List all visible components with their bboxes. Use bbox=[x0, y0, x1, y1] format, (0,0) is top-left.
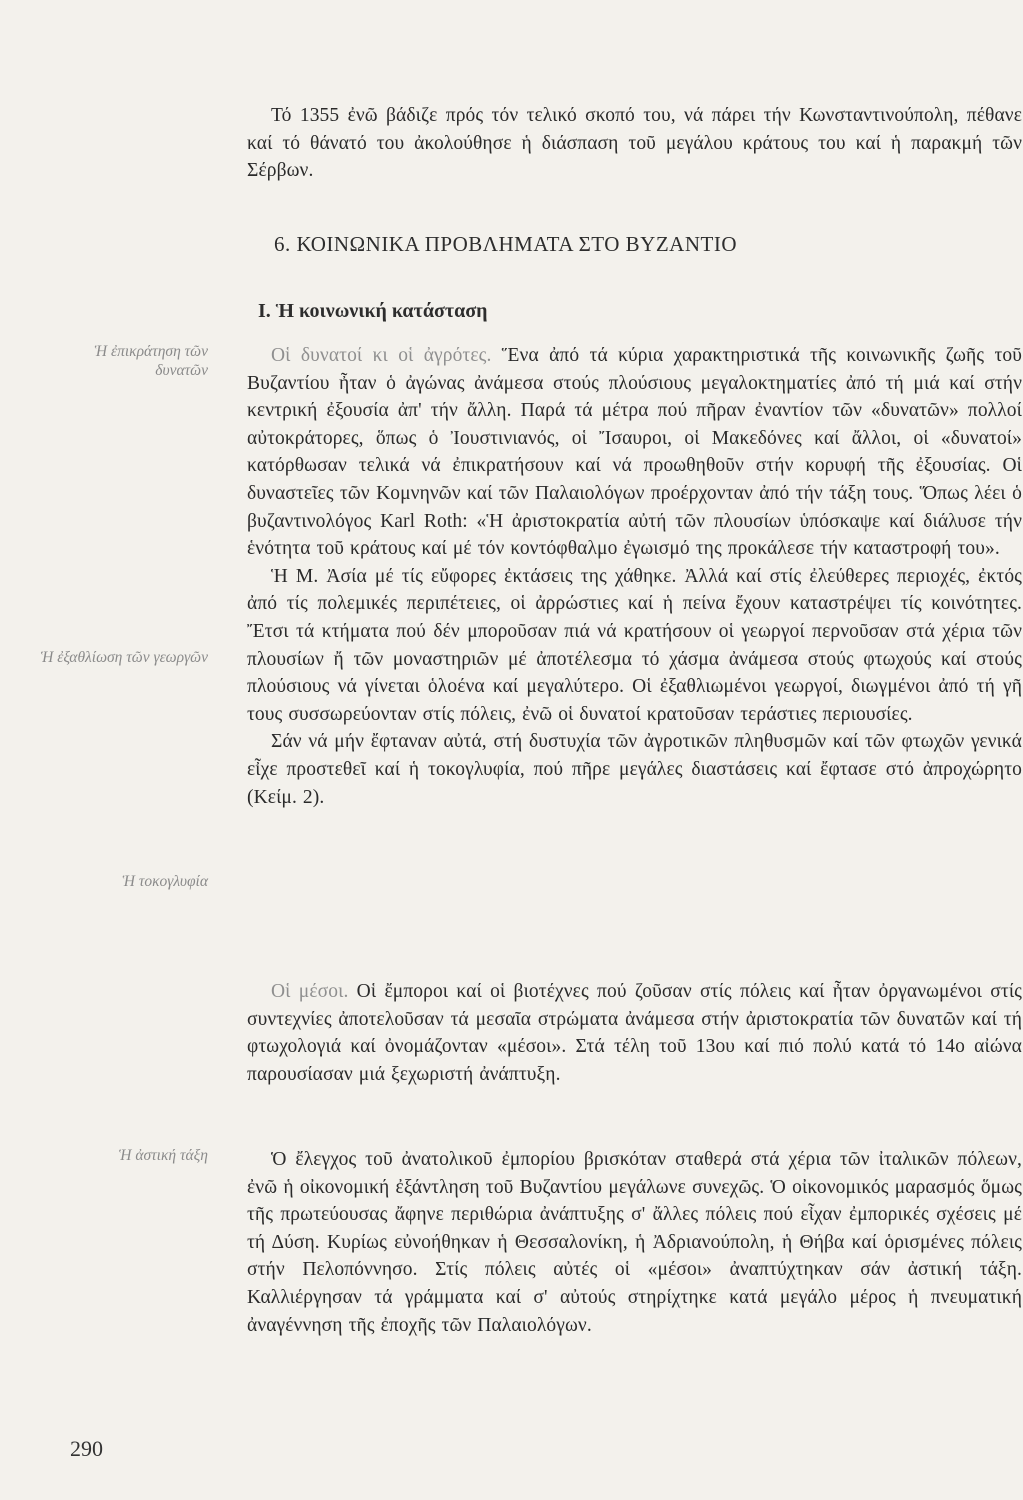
intro-block bbox=[247, 102, 1022, 185]
paragraph-powerful-and-farmers bbox=[247, 342, 1022, 563]
section-heading: 6. ΚΟΙΝΩΝΙΚΑ ΠΡΟΒΛΗΜΑΤΑ ΣΤΟ ΒΥΖΑΝΤΙΟ bbox=[274, 232, 737, 256]
page-number: 290 bbox=[70, 1436, 103, 1461]
body-block-2 bbox=[247, 978, 1022, 1088]
body-block-3 bbox=[247, 1146, 1022, 1339]
run-in-heading: Οἱ μέσοι. bbox=[271, 981, 349, 1002]
subsection-heading: Ι. Ἡ κοινωνική κατάσταση bbox=[258, 300, 488, 322]
paragraph-urban-class: Ὁ ἔλεγχος τοῦ ἀνατολικοῦ ἐμπορίου βρισκόταν σταθερά στά χέρια τῶν ἰταλικῶν πόλεων, ἐνῶ ἡ οἰκονομική ἐξάντληση τοῦ Βυζαντίου μεγάλωνε συνεχῶς. Ὁ οἰκονομικός μαρασμός ὅμως τῆς πρωτεύουσας ἄφηνε περιθώρια ἀνάπτυξης σ' ἄλλες πόλεις πού εἶχαν ἐμπορικές σχέσεις μέ τή Δύση. Κυρίως εὐνοήθηκαν ἡ Θεσσαλονίκη, ἡ Ἀδριανούπολη, ἡ Θήβα καί ὁρισμένες πόλεις στήν Πελοπόννησο. Στίς πόλεις αὐτές οἱ «μέσοι» ἀναπτύχτηκαν σάν ἀστική τάξη. Καλλιέργησαν τά γράμματα καί σ' αὐτούς στηρίχτηκε κατά μεγάλο μέρος ἡ πνευματική ἀναγέννηση τῆς ἐποχῆς τῶν Παλαιολόγων. bbox=[247, 1149, 1022, 1336]
margin-note-impoverishment: Ἡ ἐξαθλίωση τῶν γεωργῶν bbox=[40, 649, 208, 666]
margin-note-urban-class: Ἡ ἀστική τάξη bbox=[118, 1147, 208, 1164]
paragraph-text: Οἱ ἔμποροι καί οἱ βιοτέχνες πού ζοῦσαν στίς πόλεις καί ἦταν ὀργανωμένοι στίς συντεχνίες ἀποτελοῦσαν τά μεσαῖα στρώματα ἀνάμεσα στήν ἀριστοκρατία τῶν δυνατῶν καί τή φτωχολογιά καί ὀνομάζονταν «μέσοι». Στά τέλη τοῦ 13ου καί πιό πολύ κατά τό 14ο αἰώνα παρουσίασαν μιά ξεχωριστή ἀνάπτυξη. bbox=[247, 981, 1022, 1085]
paragraph-usury: Σάν νά μήν ἔφταναν αὐτά, στή δυστυχία τῶν ἀγροτικῶν πληθυσμῶν καί τῶν φτωχῶν γενικά εἶχε προστεθεῖ καί ἡ τοκογλυφία, πού πῆρε μεγάλες διαστάσεις καί ἔφτασε στό ἀπροχώρητο (Κείμ. 2). bbox=[247, 731, 1022, 808]
paragraph-asia-minor: Ἡ Μ. Ἀσία μέ τίς εὔφορες ἐκτάσεις της χάθηκε. Ἀλλά καί στίς ἐλεύθερες περιοχές, ἐκτός ἀπό τίς πολεμικές περιπέτειες, οἱ ἀρρώστιες καί ἡ πείνα ἔχουν καταστρέψει τίς κοινότητες. Ἔτσι τά κτήματα πού δέν μποροῦσαν πιά νά κρατήσουν οἱ γεωργοί περνοῦσαν στά χέρια τῶν πλουσίων ἤ τῶν μοναστηριῶν μέ ἀποτέλεσμα τό χάσμα ἀνάμεσα στούς φτωχούς καί στούς πλούσιους νά γίνεται ὁλοένα καί μεγαλύτερο. Οἱ ἐξαθλιωμένοι γεωργοί, διωγμένοι ἀπό τή γῆ τους συσσωρεύονταν στίς πόλεις, ἐνῶ οἱ δυνατοί κρατοῦσαν τεράστιες περιουσίες. bbox=[247, 565, 1022, 725]
margin-note-usury: Ἡ τοκογλυφία bbox=[122, 873, 208, 890]
intro-paragraph: Τό 1355 ἐνῶ βάδιζε πρός τόν τελικό σκοπό του, νά πάρει τήν Κωνσταντινούπολη, πέθανε καί τό θάνατό του ἀκολούθησε ἡ διάσπαση τοῦ μεγάλου κράτους του καί ἡ παρακμή τῶν Σέρβων. bbox=[247, 105, 1022, 182]
run-in-heading: Οἱ δυνατοί κι οἱ ἀγρότες. bbox=[271, 345, 492, 366]
paragraph-text: Ἕνα ἀπό τά κύρια χαρακτηριστικά τῆς κοινωνικῆς ζωῆς τοῦ Βυζαντίου ἦταν ὁ ἀγώνας ἀνάμεσα στούς πλούσιους μεγαλοκτηματίες ἀπό τή μιά καί στήν κεντρική ἐξουσία ἀπ' τήν ἄλλη. Παρά τά μέτρα πού πῆραν ἐναντίον τῶν «δυνατῶν» πολλοί αὐτοκράτορες, ὅπως ὁ Ἰουστινιανός, οἱ Ἴσαυροι, οἱ Μακεδόνες καί ἄλλοι, οἱ «δυνατοί» κατόρθωσαν τελικά νά ἐπικρατήσουν καί νά προωθηθοῦν στήν κορυφή τῆς ἐξουσίας. Οἱ δυναστεῖες τῶν Κομνηνῶν καί τῶν Παλαιολόγων προέρχονταν ἀπό τήν τάξη τους. Ὅπως λέει ὁ βυζαντινολόγος Karl Roth: «Ἡ ἀριστοκρατία αὐτή τῶν πλουσίων ὑπόσκαψε καί διάλυσε τήν ἑνότητα τοῦ κράτους καί μέ τόν κοντόφθαλμο ἐγωισμό της προκάλεσε τήν καταστροφή του». bbox=[247, 345, 1022, 560]
body-block-1 bbox=[247, 342, 1022, 811]
paragraph-middle-class bbox=[247, 978, 1022, 1088]
margin-note-dominance: Ἡ ἐπικράτηση τῶν δυνατῶν bbox=[94, 343, 208, 379]
